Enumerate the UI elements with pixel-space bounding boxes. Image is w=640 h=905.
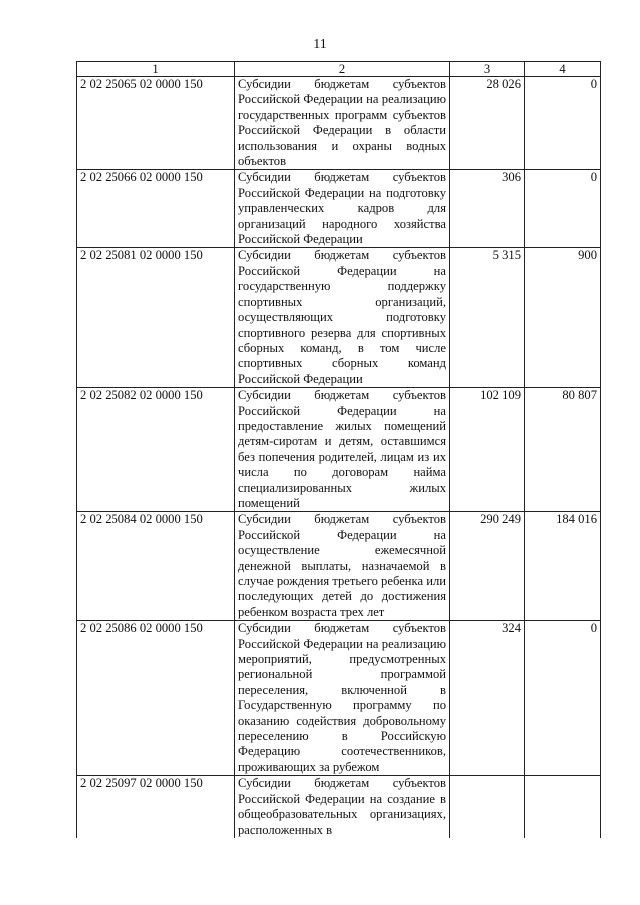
table-row [77, 621, 601, 776]
description: Субсидии бюджетам субъектов Российской Федерации на государственную поддержку спортивных организаций, осуществляющих подготовку спортивного резерва для спортивных сборных команд, в том числе спортивных сборных команд Российской Федерации [235, 248, 450, 388]
amount-col3: 324 [450, 621, 525, 776]
budget-code: 2 02 25066 02 0000 150 [77, 170, 235, 248]
budget-code: 2 02 25081 02 0000 150 [77, 248, 235, 388]
amount-col4: 0 [525, 621, 601, 776]
header-cell-1: 1 [77, 62, 235, 77]
amount-col3: 306 [450, 170, 525, 248]
amount-col4: 0 [525, 170, 601, 248]
header-cell-4: 4 [525, 62, 601, 77]
description: Субсидии бюджетам субъектов Российской Федерации на осуществление ежемесячной денежной выплаты, назначаемой в случае рождения третьего ребенка или последующих детей до достижения ребенком возраста трех лет [235, 512, 450, 621]
description: Субсидии бюджетам субъектов Российской Федерации на создание в общеобразовательных организациях, расположенных в [235, 776, 450, 838]
description: Субсидии бюджетам субъектов Российской Федерации на реализацию мероприятий, предусмотренных региональной программой переселения, включенной в Государственную программу по оказанию содействия добровольному переселению в Российскую Федерацию соотечественников, проживающих за рубежом [235, 621, 450, 776]
header-row [77, 62, 601, 77]
amount-col3 [450, 776, 525, 838]
table-row [77, 77, 601, 170]
table-row [77, 248, 601, 388]
amount-col3: 5 315 [450, 248, 525, 388]
amount-col3: 102 109 [450, 388, 525, 512]
budget-code: 2 02 25084 02 0000 150 [77, 512, 235, 621]
amount-col4: 0 [525, 77, 601, 170]
description: Субсидии бюджетам субъектов Российской Федерации на предоставление жилых помещений детям-сиротам и детям, оставшимся без попечения родителей, лицам из их числа по договорам найма специализированных жилых помещений [235, 388, 450, 512]
budget-code: 2 02 25082 02 0000 150 [77, 388, 235, 512]
amount-col4: 900 [525, 248, 601, 388]
page-number: 11 [313, 37, 327, 52]
amount-col4 [525, 776, 601, 838]
amount-col3: 28 026 [450, 77, 525, 170]
description: Субсидии бюджетам субъектов Российской Федерации на подготовку управленческих кадров для организаций народного хозяйства Российской Федерации [235, 170, 450, 248]
table-row [77, 776, 601, 838]
amount-col4: 184 016 [525, 512, 601, 621]
table-row [77, 388, 601, 512]
budget-code: 2 02 25097 02 0000 150 [77, 776, 235, 838]
budget-code: 2 02 25086 02 0000 150 [77, 621, 235, 776]
amount-col4: 80 807 [525, 388, 601, 512]
table-row [77, 512, 601, 621]
header-cell-2: 2 [235, 62, 450, 77]
amount-col3: 290 249 [450, 512, 525, 621]
budget-table [76, 61, 601, 838]
table-row [77, 170, 601, 248]
budget-code: 2 02 25065 02 0000 150 [77, 77, 235, 170]
header-cell-3: 3 [450, 62, 525, 77]
description: Субсидии бюджетам субъектов Российской Федерации на реализацию государственных программ субъектов Российской Федерации в области использования и охраны водных объектов [235, 77, 450, 170]
